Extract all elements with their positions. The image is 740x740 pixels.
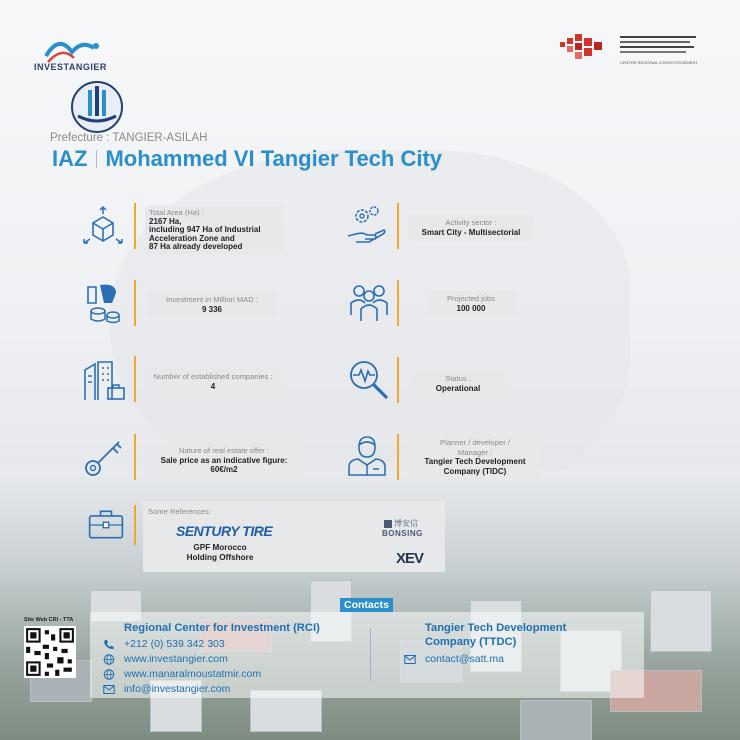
investment-value: 9 336 bbox=[201, 305, 223, 314]
jobs-label: Projected jobs bbox=[446, 294, 496, 303]
divider-line bbox=[134, 356, 136, 402]
prefecture-label: Prefecture : TANGIER-ASILAH bbox=[50, 132, 208, 144]
email-icon bbox=[103, 684, 115, 695]
total-area-label: Total Area (Ha) : bbox=[149, 208, 204, 217]
phone-icon bbox=[103, 639, 115, 650]
companies-box bbox=[145, 369, 281, 393]
investment-box bbox=[147, 292, 277, 316]
ttdc-name-line: Tangier Tech Development bbox=[425, 622, 567, 634]
divider-line bbox=[134, 434, 136, 480]
real-estate-label: Nature of real estate offer : bbox=[178, 446, 270, 455]
references-label: Some References: bbox=[148, 507, 211, 516]
ttdc-name bbox=[425, 621, 566, 649]
contacts-divider bbox=[370, 628, 371, 682]
divider-line bbox=[397, 434, 399, 480]
web-globe-icon bbox=[103, 654, 115, 665]
sentury-tire-logo: SENTURY TIRE bbox=[176, 523, 273, 539]
qr-code-icon[interactable] bbox=[24, 626, 76, 678]
divider-line bbox=[134, 280, 136, 326]
divider-line bbox=[397, 280, 399, 326]
manager-person-icon bbox=[345, 433, 389, 477]
developer-value: Company (TIDC) bbox=[443, 466, 507, 476]
rci-website-link[interactable]: www.investangier.com bbox=[124, 653, 228, 665]
bonsing-logo bbox=[380, 520, 440, 540]
companies-label: Number of established companies : bbox=[153, 372, 273, 381]
briefcase-icon bbox=[86, 505, 126, 545]
companies-value: 4 bbox=[210, 382, 216, 391]
total-area-box bbox=[145, 206, 283, 254]
real-estate-box bbox=[145, 443, 303, 477]
magnifier-pulse-icon bbox=[346, 357, 390, 401]
gpf-line: Holding Offshore bbox=[186, 553, 254, 562]
divider-line bbox=[397, 357, 399, 403]
developer-label: Manager : bbox=[457, 447, 493, 457]
bonsing-name: BONSING bbox=[382, 529, 423, 538]
xev-logo: XEV bbox=[396, 550, 424, 567]
divider-line bbox=[397, 203, 399, 249]
page-title bbox=[52, 146, 442, 172]
jobs-box bbox=[426, 291, 516, 315]
web-globe-icon bbox=[103, 669, 115, 680]
contacts-title: Contacts bbox=[340, 598, 393, 612]
divider-line bbox=[134, 203, 136, 249]
key-icon bbox=[83, 436, 127, 480]
zone-name: Mohammed VI Tangier Tech City bbox=[105, 146, 443, 171]
bonsing-chinese: 博安信 bbox=[394, 519, 418, 528]
ttdc-email-link[interactable]: contact@satt.ma bbox=[425, 653, 504, 665]
zone-type: IAZ bbox=[52, 146, 88, 171]
crc-logo-icon bbox=[560, 30, 700, 64]
activity-label: Activity sector : bbox=[445, 218, 497, 227]
gears-hand-icon bbox=[345, 204, 389, 248]
brand-name: INVESTANGIER bbox=[34, 62, 107, 72]
total-area-value: Acceleration Zone and bbox=[149, 233, 235, 243]
investment-label: Investment in Million MAD : bbox=[166, 295, 258, 304]
total-area-value: 2167 Ha, bbox=[149, 216, 182, 226]
qr-label: Site Web CRI - TTA bbox=[24, 617, 74, 623]
real-estate-value: 60€/m2 bbox=[210, 465, 238, 474]
rci-phone[interactable]: +212 (0) 539 342 303 bbox=[124, 638, 225, 650]
people-group-icon bbox=[347, 281, 391, 325]
status-value: Operational bbox=[435, 384, 481, 393]
developer-box bbox=[409, 435, 541, 479]
rci-email-link[interactable]: info@investangier.com bbox=[124, 683, 231, 695]
seal-logo-icon bbox=[64, 80, 130, 134]
developer-value: Tangier Tech Development bbox=[424, 457, 526, 466]
cube-arrows-icon bbox=[81, 205, 125, 249]
manar-website-link[interactable]: www.manaralmoustatmir.com bbox=[124, 668, 262, 680]
real-estate-value: Sale price as an indicative figure: bbox=[160, 455, 288, 465]
investment-coins-icon bbox=[82, 281, 126, 325]
gpf-line: GPF Morocco bbox=[193, 543, 247, 552]
total-area-value: including 947 Ha of Industrial bbox=[149, 225, 261, 234]
rci-name: Regional Center for Investment (RCI) bbox=[124, 622, 320, 634]
developer-label: Planner / developer / bbox=[439, 438, 511, 447]
status-label: Status : bbox=[445, 374, 471, 383]
activity-value: Smart City - Multisectorial bbox=[421, 228, 521, 237]
email-icon bbox=[404, 654, 416, 665]
gpf-morocco-reference bbox=[170, 543, 270, 563]
crc-logo-label: CENTRE RÉGIONAL D'INVESTISSEMENT bbox=[620, 60, 698, 65]
jobs-value: 100 000 bbox=[456, 304, 486, 313]
buildings-icon bbox=[82, 358, 126, 402]
activity-box bbox=[408, 215, 534, 241]
divider-line bbox=[134, 505, 136, 545]
ttdc-name-line: Company (TTDC) bbox=[425, 636, 517, 648]
status-box bbox=[411, 371, 505, 395]
title-separator bbox=[96, 150, 97, 168]
total-area-value: 87 Ha already developed bbox=[149, 242, 243, 251]
